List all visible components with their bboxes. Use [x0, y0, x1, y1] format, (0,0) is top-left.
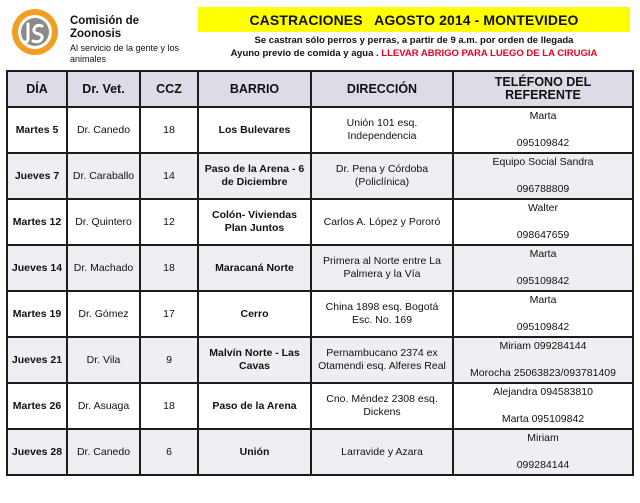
column-header-day: DÍA	[7, 71, 67, 107]
cell-telefono	[453, 429, 633, 475]
cell-direccion: Cno. Méndez 2308 esq. Dickens	[311, 383, 453, 429]
cell-telefono	[453, 383, 633, 429]
column-header-direccion: DIRECCIÓN	[311, 71, 453, 107]
cell-vet: Dr. Machado	[67, 245, 140, 291]
table-row	[7, 107, 633, 153]
table-row	[7, 383, 633, 429]
referent-line-2: 095109842	[516, 275, 570, 287]
referent-line-1: Marta	[529, 294, 557, 306]
referent-line-2: 095109842	[516, 321, 570, 333]
cell-direccion: Larravide y Azara	[311, 429, 453, 475]
instruction-line-1: Se castran sólo perros y perras, a partir de 9 a.m. por orden de llegada	[254, 35, 574, 46]
cell-telefono	[453, 107, 633, 153]
cell-direccion: Primera al Norte entre La Palmera y la Vía	[311, 245, 453, 291]
cell-telefono	[453, 199, 633, 245]
cell-barrio: Los Bulevares	[198, 107, 311, 153]
cell-telefono	[453, 337, 633, 383]
title-banner	[198, 7, 630, 32]
cell-vet: Dr. Quintero	[67, 199, 140, 245]
cell-vet: Dr. Gómez	[67, 291, 140, 337]
warning-note: LLEVAR ABRIGO PARA LUEGO DE LA CIRUGIA	[381, 48, 598, 59]
organization-tagline: Al servicio de la gente y los animales	[70, 43, 180, 64]
table-header-row	[7, 71, 633, 107]
table-row	[7, 291, 633, 337]
table-row	[7, 199, 633, 245]
schedule-table	[6, 70, 634, 476]
cell-ccz: 6	[140, 429, 198, 475]
cell-vet: Dr. Asuaga	[67, 383, 140, 429]
cell-barrio: Cerro	[198, 291, 311, 337]
referent-line-2: 095109842	[516, 137, 570, 149]
cell-day: Martes 12	[7, 199, 67, 245]
fasting-note: Ayuno previo de comida y agua .	[230, 48, 382, 59]
cell-ccz: 18	[140, 107, 198, 153]
organization-block	[70, 15, 190, 65]
organization-name: Comisión de Zoonosis	[70, 15, 140, 40]
table-row	[7, 245, 633, 291]
referent-line-1: Alejandra 094583810	[493, 386, 593, 398]
referent-line-2: 099284144	[516, 459, 570, 471]
cell-vet: Dr. Caraballo	[67, 153, 140, 199]
cell-vet: Dr. Canedo	[67, 429, 140, 475]
cell-day: Martes 5	[7, 107, 67, 153]
cell-telefono	[453, 153, 633, 199]
cell-day: Martes 26	[7, 383, 67, 429]
column-header-barrio: BARRIO	[198, 71, 311, 107]
cell-barrio: Maracaná Norte	[198, 245, 311, 291]
column-header-telefono: TELÉFONO DEL REFERENTE	[453, 71, 633, 107]
cell-barrio: Paso de la Arena	[198, 383, 311, 429]
referent-line-1: Marta	[529, 110, 557, 122]
column-header-ccz: CCZ	[140, 71, 198, 107]
cell-barrio: Paso de la Arena - 6 de Diciembre	[198, 153, 311, 199]
cell-direccion: China 1898 esq. Bogotá Esc. No. 169	[311, 291, 453, 337]
cell-vet: Dr. Canedo	[67, 107, 140, 153]
instruction-line-2	[198, 47, 630, 60]
referent-line-1: Equipo Social Sandra	[492, 156, 594, 168]
cell-ccz: 14	[140, 153, 198, 199]
instructions	[198, 34, 630, 60]
zoonosis-logo-icon	[11, 8, 59, 56]
flyer-header	[0, 0, 640, 70]
referent-line-2: Morocha 25063823/093781409	[470, 367, 616, 379]
cell-barrio: Malvín Norte - Las Cavas	[198, 337, 311, 383]
page-title: CASTRACIONES AGOSTO 2014 - MONTEVIDEO	[249, 11, 579, 28]
cell-telefono	[453, 245, 633, 291]
cell-direccion: Dr. Pena y Córdoba (Policlínica)	[311, 153, 453, 199]
cell-ccz: 18	[140, 383, 198, 429]
referent-line-1: Walter	[528, 202, 558, 214]
table-row	[7, 429, 633, 475]
cell-barrio: Colón- Viviendas Plan Juntos	[198, 199, 311, 245]
cell-ccz: 18	[140, 245, 198, 291]
cell-direccion: Carlos A. López y Pororó	[311, 199, 453, 245]
table-row	[7, 337, 633, 383]
cell-barrio: Unión	[198, 429, 311, 475]
referent-line-2: 098647659	[516, 229, 570, 241]
cell-day: Jueves 28	[7, 429, 67, 475]
cell-day: Jueves 14	[7, 245, 67, 291]
cell-ccz: 17	[140, 291, 198, 337]
cell-direccion: Pernambucano 2374 ex Otamendi esq. Alferes Real	[311, 337, 453, 383]
referent-line-2: 096788809	[516, 183, 570, 195]
referent-line-1: Miriam	[527, 432, 559, 444]
referent-line-2: Marta 095109842	[501, 413, 585, 425]
cell-ccz: 12	[140, 199, 198, 245]
cell-day: Martes 19	[7, 291, 67, 337]
referent-line-1: Miriam 099284144	[499, 340, 587, 352]
cell-day: Jueves 7	[7, 153, 67, 199]
referent-line-1: Marta	[529, 248, 557, 260]
cell-vet: Dr. Vila	[67, 337, 140, 383]
cell-telefono	[453, 291, 633, 337]
table-row	[7, 153, 633, 199]
cell-ccz: 9	[140, 337, 198, 383]
column-header-vet: Dr. Vet.	[67, 71, 140, 107]
cell-direccion: Unión 101 esq. Independencia	[311, 107, 453, 153]
cell-day: Jueves 21	[7, 337, 67, 383]
